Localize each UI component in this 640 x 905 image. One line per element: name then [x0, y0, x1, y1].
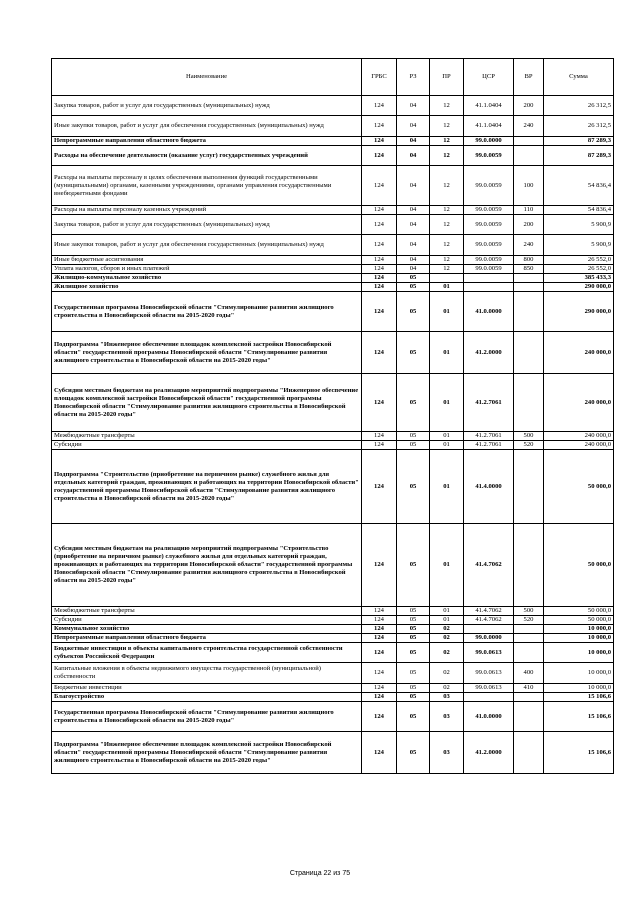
table-row: [52, 332, 614, 374]
cell-rz: 04: [397, 256, 430, 265]
cell-sum: 50 000,0: [544, 524, 614, 607]
cell-vr: [514, 292, 544, 332]
cell-csr: [464, 283, 514, 292]
cell-vr: [514, 146, 544, 166]
cell-name: Закупка товаров, работ и услуг для государственных (муниципальных) нужд: [52, 96, 362, 116]
cell-pr: 12: [430, 166, 464, 206]
cell-pr: 12: [430, 215, 464, 235]
table-row: [52, 166, 614, 206]
cell-sum: 290 000,0: [544, 292, 614, 332]
table-row: [52, 116, 614, 137]
cell-vr: [514, 524, 544, 607]
cell-grbs: 124: [362, 625, 397, 634]
cell-sum: 5 900,9: [544, 235, 614, 256]
cell-sum: 10 000,0: [544, 684, 614, 693]
cell-csr: [464, 625, 514, 634]
cell-sum: 50 000,0: [544, 607, 614, 616]
cell-csr: 99.0.0000: [464, 634, 514, 643]
table-row: [52, 274, 614, 283]
table-row: [52, 215, 614, 235]
table-row: [52, 450, 614, 524]
cell-pr: 01: [430, 332, 464, 374]
cell-rz: 04: [397, 146, 430, 166]
cell-grbs: 124: [362, 524, 397, 607]
cell-sum: 290 000,0: [544, 283, 614, 292]
cell-csr: 99.0.0059: [464, 206, 514, 215]
cell-vr: 800: [514, 256, 544, 265]
cell-csr: 41.2.0000: [464, 332, 514, 374]
cell-csr: 99.0.0059: [464, 215, 514, 235]
cell-sum: 5 900,9: [544, 215, 614, 235]
cell-vr: 520: [514, 441, 544, 450]
cell-pr: 03: [430, 732, 464, 774]
cell-grbs: 124: [362, 274, 397, 283]
cell-sum: 54 836,4: [544, 206, 614, 215]
table-row: [52, 432, 614, 441]
cell-grbs: 124: [362, 684, 397, 693]
cell-sum: 240 000,0: [544, 332, 614, 374]
header-grbs: ГРБС: [362, 59, 397, 96]
cell-pr: 01: [430, 432, 464, 441]
cell-name: Жилищное хозяйство: [52, 283, 362, 292]
cell-vr: [514, 643, 544, 663]
cell-grbs: 124: [362, 146, 397, 166]
cell-csr: 41.4.0000: [464, 450, 514, 524]
cell-vr: 240: [514, 235, 544, 256]
cell-csr: 41.1.0404: [464, 116, 514, 137]
cell-grbs: 124: [362, 693, 397, 702]
cell-csr: 99.0.0059: [464, 166, 514, 206]
table-row: [52, 137, 614, 146]
cell-csr: 41.2.7061: [464, 374, 514, 432]
cell-pr: 12: [430, 235, 464, 256]
table-row: [52, 235, 614, 256]
cell-grbs: 124: [362, 283, 397, 292]
table-row: [52, 616, 614, 625]
cell-name: Государственная программа Новосибирской области "Стимулирование развития жилищного строительства в Новосибирской области на 2015-2020 годы": [52, 292, 362, 332]
cell-rz: 04: [397, 96, 430, 116]
cell-grbs: 124: [362, 235, 397, 256]
cell-rz: 05: [397, 432, 430, 441]
cell-name: Бюджетные инвестиции: [52, 684, 362, 693]
cell-grbs: 124: [362, 663, 397, 684]
cell-csr: 99.0.0000: [464, 137, 514, 146]
cell-rz: 05: [397, 283, 430, 292]
cell-name: Коммунальное хозяйство: [52, 625, 362, 634]
table-row: [52, 643, 614, 663]
cell-csr: 99.0.0613: [464, 663, 514, 684]
cell-pr: [430, 274, 464, 283]
cell-sum: 26 552,0: [544, 256, 614, 265]
cell-rz: 05: [397, 625, 430, 634]
cell-grbs: 124: [362, 732, 397, 774]
cell-sum: 50 000,0: [544, 450, 614, 524]
table-row: [52, 732, 614, 774]
cell-csr: 41.4.7062: [464, 616, 514, 625]
cell-csr: 41.1.0404: [464, 96, 514, 116]
page-number: Страница 22 из 75: [289, 870, 351, 877]
cell-sum: 240 000,0: [544, 432, 614, 441]
cell-csr: [464, 693, 514, 702]
cell-grbs: 124: [362, 441, 397, 450]
cell-rz: 04: [397, 137, 430, 146]
table-row: [52, 206, 614, 215]
cell-grbs: 124: [362, 607, 397, 616]
table-row: [52, 524, 614, 607]
header-pr: ПР: [430, 59, 464, 96]
cell-rz: 04: [397, 215, 430, 235]
cell-csr: 99.0.0059: [464, 146, 514, 166]
cell-sum: 10 000,0: [544, 625, 614, 634]
cell-name: Бюджетные инвестиции в объекты капитального строительства государственной собственности субъектов Российской Федерации: [52, 643, 362, 663]
cell-pr: 03: [430, 693, 464, 702]
cell-sum: 10 000,0: [544, 634, 614, 643]
cell-rz: 05: [397, 441, 430, 450]
cell-rz: 05: [397, 663, 430, 684]
cell-pr: 02: [430, 625, 464, 634]
table-row: [52, 265, 614, 274]
cell-grbs: 124: [362, 116, 397, 137]
cell-csr: 41.2.7061: [464, 441, 514, 450]
cell-sum: 10 000,0: [544, 643, 614, 663]
cell-rz: 05: [397, 332, 430, 374]
cell-name: Расходы на обеспечение деятельности (оказание услуг) государственных учреждений: [52, 146, 362, 166]
cell-sum: 240 000,0: [544, 374, 614, 432]
cell-csr: 99.0.0059: [464, 265, 514, 274]
cell-name: Жилищно-коммунальное хозяйство: [52, 274, 362, 283]
cell-rz: 05: [397, 524, 430, 607]
cell-grbs: 124: [362, 256, 397, 265]
cell-sum: 15 106,6: [544, 732, 614, 774]
cell-name: Благоустройство: [52, 693, 362, 702]
cell-csr: 99.0.0613: [464, 684, 514, 693]
cell-sum: 26 312,5: [544, 96, 614, 116]
cell-pr: 01: [430, 292, 464, 332]
cell-rz: 04: [397, 235, 430, 256]
cell-name: Расходы на выплаты персоналу в целях обеспечения выполнения функций государственными (муниципальными) органами, казенными учреждениями, органами управления государственными внебюджетными фондами: [52, 166, 362, 206]
cell-sum: 385 433,3: [544, 274, 614, 283]
cell-rz: 05: [397, 450, 430, 524]
cell-vr: 240: [514, 116, 544, 137]
cell-rz: 04: [397, 116, 430, 137]
cell-grbs: 124: [362, 374, 397, 432]
cell-vr: 850: [514, 265, 544, 274]
cell-pr: 01: [430, 450, 464, 524]
cell-rz: 05: [397, 684, 430, 693]
cell-rz: 05: [397, 634, 430, 643]
table-header-row: [52, 59, 614, 96]
cell-name: Иные закупки товаров, работ и услуг для обеспечения государственных (муниципальных) нужд: [52, 116, 362, 137]
table-row: [52, 702, 614, 732]
cell-csr: [464, 274, 514, 283]
cell-name: Подпрограмма "Инженерное обеспечение площадок комплексной застройки Новосибирской области" государственной программы Новосибирской области "Стимулирование развития жилищного строительства в Новосибирской области на 2015-2020 годы": [52, 332, 362, 374]
cell-name: Непрограммные направления областного бюджета: [52, 137, 362, 146]
cell-rz: 05: [397, 374, 430, 432]
table-row: [52, 693, 614, 702]
cell-name: Межбюджетные трансферты: [52, 607, 362, 616]
cell-rz: 05: [397, 732, 430, 774]
cell-sum: 10 000,0: [544, 663, 614, 684]
cell-grbs: 124: [362, 215, 397, 235]
cell-name: Субсидии: [52, 616, 362, 625]
cell-grbs: 124: [362, 332, 397, 374]
cell-name: Субсидии местным бюджетам на реализацию мероприятий подпрограммы "Строительство (приобретение на первичном рынке) служебного жилья для отдельных категорий граждан, проживающих и работающих на территории Новосибирской области" государственной программы Новосибирской области "Стимулирование развития жилищного строительства в Новосибирской области на 2015-2020 годы": [52, 524, 362, 607]
cell-rz: 04: [397, 166, 430, 206]
cell-vr: [514, 702, 544, 732]
cell-pr: 03: [430, 702, 464, 732]
cell-vr: [514, 274, 544, 283]
cell-csr: 41.2.7061: [464, 432, 514, 441]
cell-grbs: 124: [362, 292, 397, 332]
cell-vr: 400: [514, 663, 544, 684]
cell-vr: 410: [514, 684, 544, 693]
cell-grbs: 124: [362, 450, 397, 524]
cell-grbs: 124: [362, 137, 397, 146]
cell-vr: [514, 732, 544, 774]
table-row: [52, 607, 614, 616]
cell-name: Государственная программа Новосибирской области "Стимулирование развития жилищного строительства в Новосибирской области на 2015-2020 годы": [52, 702, 362, 732]
cell-vr: [514, 625, 544, 634]
table-row: [52, 283, 614, 292]
cell-vr: 500: [514, 607, 544, 616]
cell-pr: 01: [430, 283, 464, 292]
cell-grbs: 124: [362, 166, 397, 206]
table-row: [52, 96, 614, 116]
cell-vr: 200: [514, 215, 544, 235]
table-row: [52, 441, 614, 450]
table-row: [52, 634, 614, 643]
header-csr: ЦСР: [464, 59, 514, 96]
cell-pr: 01: [430, 607, 464, 616]
table-row: [52, 625, 614, 634]
header-vr: ВР: [514, 59, 544, 96]
cell-pr: 12: [430, 96, 464, 116]
cell-sum: 240 000,0: [544, 441, 614, 450]
cell-name: Субсидии: [52, 441, 362, 450]
cell-vr: 520: [514, 616, 544, 625]
cell-pr: 12: [430, 137, 464, 146]
cell-pr: 12: [430, 206, 464, 215]
cell-grbs: 124: [362, 702, 397, 732]
cell-pr: 01: [430, 616, 464, 625]
cell-rz: 05: [397, 693, 430, 702]
table-row: [52, 663, 614, 684]
cell-rz: 05: [397, 274, 430, 283]
cell-vr: [514, 332, 544, 374]
cell-sum: 15 106,6: [544, 702, 614, 732]
cell-sum: 26 552,0: [544, 265, 614, 274]
table-row: [52, 146, 614, 166]
cell-sum: 50 000,0: [544, 616, 614, 625]
cell-pr: 02: [430, 684, 464, 693]
cell-rz: 05: [397, 616, 430, 625]
cell-sum: 15 106,6: [544, 693, 614, 702]
cell-name: Иные закупки товаров, работ и услуг для обеспечения государственных (муниципальных) нужд: [52, 235, 362, 256]
cell-vr: 100: [514, 166, 544, 206]
cell-grbs: 124: [362, 206, 397, 215]
cell-vr: [514, 374, 544, 432]
cell-rz: 05: [397, 643, 430, 663]
cell-csr: 99.0.0059: [464, 235, 514, 256]
budget-table: [51, 58, 614, 774]
cell-name: Закупка товаров, работ и услуг для государственных (муниципальных) нужд: [52, 215, 362, 235]
cell-csr: 99.0.0059: [464, 256, 514, 265]
cell-rz: 04: [397, 265, 430, 274]
cell-name: Субсидии местным бюджетам на реализацию мероприятий подпрограммы "Инженерное обеспечение площадок комплексной застройки Новосибирской области" государственной программы Новосибирской области "Стимулирование развития жилищного строительства в Новосибирской области на 2015-2020 годы": [52, 374, 362, 432]
cell-vr: 500: [514, 432, 544, 441]
cell-pr: 01: [430, 524, 464, 607]
cell-name: Расходы на выплаты персоналу казенных учреждений: [52, 206, 362, 215]
cell-name: Межбюджетные трансферты: [52, 432, 362, 441]
cell-pr: 01: [430, 441, 464, 450]
cell-grbs: 124: [362, 643, 397, 663]
cell-pr: 02: [430, 634, 464, 643]
cell-pr: 12: [430, 256, 464, 265]
cell-csr: 41.0.0000: [464, 292, 514, 332]
cell-rz: 04: [397, 206, 430, 215]
cell-csr: 41.4.7062: [464, 524, 514, 607]
cell-name: Капитальные вложения в объекты недвижимого имущества государственной (муниципальной) собственности: [52, 663, 362, 684]
cell-name: Иные бюджетные ассигнования: [52, 256, 362, 265]
cell-name: Подпрограмма "Строительство (приобретение на первичном рынке) служебного жилья для отдельных категорий граждан, проживающих и работающих на территории Новосибирской области" государственной программы Новосибирской области "Стимулирование развития жилищного строительства в Новосибирской области на 2015-2020 годы": [52, 450, 362, 524]
cell-rz: 05: [397, 292, 430, 332]
cell-pr: 02: [430, 643, 464, 663]
cell-grbs: 124: [362, 616, 397, 625]
table-row: [52, 292, 614, 332]
cell-grbs: 124: [362, 432, 397, 441]
table-row: [52, 374, 614, 432]
table-row: [52, 256, 614, 265]
header-rz: РЗ: [397, 59, 430, 96]
cell-grbs: 124: [362, 96, 397, 116]
cell-sum: 87 289,3: [544, 146, 614, 166]
cell-pr: 12: [430, 265, 464, 274]
cell-grbs: 124: [362, 634, 397, 643]
cell-vr: 200: [514, 96, 544, 116]
cell-sum: 54 836,4: [544, 166, 614, 206]
cell-csr: 41.2.0000: [464, 732, 514, 774]
cell-name: Непрограммные направления областного бюджета: [52, 634, 362, 643]
cell-pr: 12: [430, 146, 464, 166]
cell-csr: 41.0.0000: [464, 702, 514, 732]
cell-grbs: 124: [362, 265, 397, 274]
cell-csr: 41.4.7062: [464, 607, 514, 616]
cell-sum: 26 312,5: [544, 116, 614, 137]
cell-rz: 05: [397, 702, 430, 732]
cell-pr: 02: [430, 663, 464, 684]
cell-sum: 87 289,3: [544, 137, 614, 146]
cell-vr: [514, 693, 544, 702]
cell-vr: [514, 283, 544, 292]
cell-csr: 99.0.0613: [464, 643, 514, 663]
cell-vr: [514, 137, 544, 146]
table-row: [52, 684, 614, 693]
header-name: Наименование: [52, 59, 362, 96]
cell-pr: 12: [430, 116, 464, 137]
cell-name: Подпрограмма "Инженерное обеспечение площадок комплексной застройки Новосибирской области" государственной программы Новосибирской области "Стимулирование развития жилищного строительства в Новосибирской области на 2015-2020 годы": [52, 732, 362, 774]
cell-vr: [514, 634, 544, 643]
cell-rz: 05: [397, 607, 430, 616]
cell-vr: [514, 450, 544, 524]
cell-name: Уплата налогов, сборов и иных платежей: [52, 265, 362, 274]
cell-vr: 110: [514, 206, 544, 215]
cell-pr: 01: [430, 374, 464, 432]
header-sum: Сумма: [544, 59, 614, 96]
